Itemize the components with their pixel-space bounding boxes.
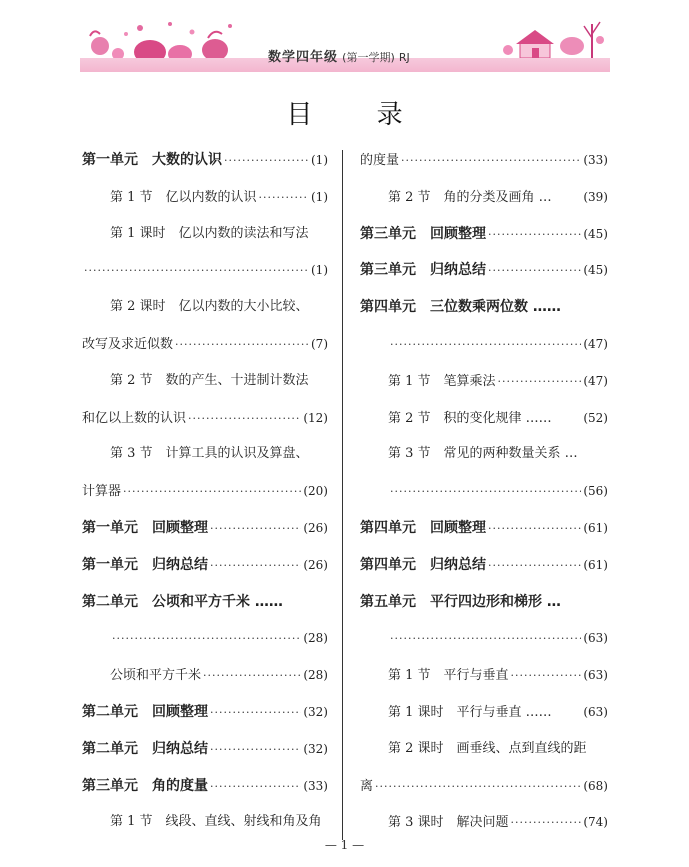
toc-entry-page: (26) [303, 557, 328, 572]
leader-dots [123, 481, 301, 502]
leader-dots [390, 628, 581, 649]
toc-entry[interactable] [360, 627, 608, 649]
toc-entry-text: 第二单元 回顾整理 [82, 704, 208, 720]
toc-entry-page: (61) [583, 557, 608, 572]
toc-entry[interactable] [360, 738, 608, 760]
leader-dots [112, 628, 301, 649]
toc-entry[interactable] [360, 554, 608, 576]
toc-entry[interactable] [360, 149, 608, 171]
toc-entry-page: (32) [303, 705, 328, 719]
toc-entry-page: (7) [311, 337, 328, 351]
toc-entry[interactable] [360, 333, 608, 355]
toc-entry-page: (52) [583, 410, 608, 425]
page-header [80, 14, 610, 74]
toc-entry[interactable] [360, 296, 608, 318]
toc-entry-text: 第 1 节 亿以内数的认识 [110, 189, 257, 205]
toc-entry-text: 改写及求近似数 [82, 337, 174, 352]
toc-entry-text: 第 1 课时 亿以内数的读法和写法 [110, 225, 309, 241]
toc-entry[interactable] [82, 223, 328, 245]
toc-entry[interactable] [82, 738, 328, 760]
toc-entry-text: 第 2 节 数的产生、十进制计数法 [110, 372, 309, 388]
toc-entry-page: (68) [583, 778, 608, 793]
toc-entry[interactable] [82, 296, 328, 318]
toc-entry-text: 第一单元 回顾整理 [82, 520, 208, 536]
toc-entry-page: (28) [303, 668, 328, 683]
toc-entry-text: 第五单元 平行四边形和梯形 … [360, 593, 561, 610]
toc-entry[interactable] [360, 775, 608, 797]
toc-entry-text: 第 1 节 平行与垂直 [388, 668, 509, 684]
semester-label: (第一学期) [342, 51, 395, 64]
toc-entry[interactable] [82, 149, 328, 171]
toc-entry[interactable] [82, 627, 328, 649]
toc-entry[interactable] [360, 664, 608, 686]
page-number: — 1 — [324, 838, 365, 852]
leader-dots [375, 776, 581, 797]
toc-entry-text: 第 2 节 角的分类及画角 … [388, 189, 552, 205]
toc-entry[interactable] [360, 407, 608, 429]
toc-entry-page: (63) [583, 668, 608, 683]
toc-entry[interactable] [360, 186, 608, 208]
toc-entry-page: (74) [583, 815, 608, 830]
toc-entry-text: 第 1 节 线段、直线、射线和角及角 [110, 814, 322, 830]
toc-entry[interactable] [360, 517, 608, 539]
toc-entry-text: 第三单元 角的度量 [82, 777, 208, 794]
toc-entry[interactable] [360, 811, 608, 833]
toc-entry-page: (1) [311, 153, 328, 167]
toc-entry-page: (1) [311, 263, 328, 278]
toc-entry[interactable] [360, 443, 608, 465]
toc-entry[interactable] [360, 259, 608, 281]
leader-dots [188, 408, 301, 429]
toc-entry-text: 公顷和平方千米 [110, 668, 202, 684]
toc-entry[interactable] [360, 223, 608, 245]
toc-entry[interactable] [82, 407, 328, 429]
toc-entry-text: 第 2 课时 画垂线、点到直线的距 [388, 740, 587, 756]
leader-dots [210, 739, 301, 760]
toc-entry-page: (1) [311, 189, 328, 204]
toc-entry-text: 第 1 节 笔算乘法 [388, 373, 496, 389]
toc-entry-text: 离 [360, 778, 374, 794]
toc-entry[interactable] [82, 186, 328, 208]
toc-entry-page: (33) [303, 778, 328, 793]
toc-entry[interactable] [360, 480, 608, 502]
toc-entry-page: (26) [303, 521, 328, 535]
toc-entry-page: (63) [583, 631, 608, 646]
toc-entry[interactable] [360, 701, 608, 723]
toc-entry[interactable] [82, 701, 328, 723]
toc-entry-text: 第 3 节 常见的两种数量关系 … [388, 446, 578, 462]
leader-dots [210, 776, 301, 797]
toc-entry-page: (39) [583, 189, 608, 204]
toc-entry-page: (47) [583, 373, 608, 388]
leader-dots [210, 518, 301, 539]
toc-entry[interactable] [82, 811, 328, 833]
toc-entry-page: (47) [583, 337, 608, 351]
leader-dots [488, 518, 581, 539]
toc-entry-text: 第二单元 公顷和平方千米 …… [82, 593, 283, 610]
leader-dots [488, 555, 581, 576]
toc-entry[interactable] [82, 554, 328, 576]
leader-dots [203, 665, 301, 686]
toc-entry-page: (63) [583, 705, 608, 719]
toc-entry-page: (20) [303, 484, 328, 499]
toc-entry-text: 第三单元 归纳总结 [360, 262, 486, 279]
toc-entry-text: 第 3 节 计算工具的认识及算盘、 [110, 446, 309, 462]
toc-entry-text: 第三单元 回顾整理 [360, 225, 486, 242]
toc-entry-text: 第 3 课时 解决问题 [388, 815, 509, 831]
leader-dots [401, 150, 581, 171]
toc-entry-page: (12) [303, 410, 328, 425]
leader-dots [210, 702, 301, 723]
toc-entry[interactable] [82, 591, 328, 613]
leader-dots [390, 481, 581, 502]
toc-entry-page: (28) [303, 631, 328, 646]
toc-entry[interactable] [82, 443, 328, 465]
toc-entry-page: (33) [583, 153, 608, 167]
toc-entry[interactable] [82, 517, 328, 539]
leader-dots [175, 334, 309, 355]
book-title: 数学四年级 [268, 50, 339, 65]
toc-entry-text: 和亿以上数的认识 [82, 410, 187, 426]
page-title: 目 录 [286, 100, 431, 130]
toc-entry[interactable] [82, 259, 328, 281]
column-divider [342, 150, 343, 840]
toc-entry-text: 计算器 [82, 484, 122, 500]
leader-dots [511, 812, 582, 833]
toc-entry-text: 第四单元 归纳总结 [360, 556, 486, 573]
toc-entry-text: 第 2 节 积的变化规律 …… [388, 410, 552, 426]
toc-entry[interactable] [82, 664, 328, 686]
leader-dots [488, 224, 581, 245]
leader-dots [498, 371, 582, 392]
toc-entry-page: (32) [303, 741, 328, 756]
leader-dots [390, 334, 581, 355]
toc-entry[interactable] [82, 480, 328, 502]
toc-entry[interactable] [360, 591, 608, 613]
toc-entry[interactable] [360, 370, 608, 392]
toc-entry-text: 第一单元 大数的认识 [82, 152, 222, 168]
toc-entry-text: 第四单元 三位数乘两位数 …… [360, 299, 561, 316]
toc-entry-text: 的度量 [360, 153, 400, 168]
leader-dots [210, 555, 301, 576]
leader-dots [488, 260, 581, 281]
leader-dots [224, 150, 309, 171]
toc-entry-text: 第一单元 归纳总结 [82, 556, 208, 573]
toc-entry[interactable] [82, 333, 328, 355]
header-title [268, 46, 410, 65]
toc-entry-text: 第四单元 回顾整理 [360, 520, 486, 536]
toc-entry-page: (56) [583, 484, 608, 499]
toc-entry[interactable] [82, 370, 328, 392]
toc-entry-page: (45) [583, 226, 608, 241]
toc-entry[interactable] [82, 775, 328, 797]
toc-entry-page: (45) [583, 263, 608, 278]
toc-entry-text: 第二单元 归纳总结 [82, 740, 208, 757]
leader-dots [84, 260, 309, 281]
leader-dots [511, 665, 582, 686]
toc-entry-text: 第 1 课时 平行与垂直 …… [388, 705, 552, 720]
edition-label: RJ [398, 51, 410, 64]
toc-entry-page: (61) [583, 521, 608, 535]
leader-dots [259, 187, 309, 208]
toc-entry-text: 第 2 课时 亿以内数的大小比较、 [110, 299, 309, 315]
